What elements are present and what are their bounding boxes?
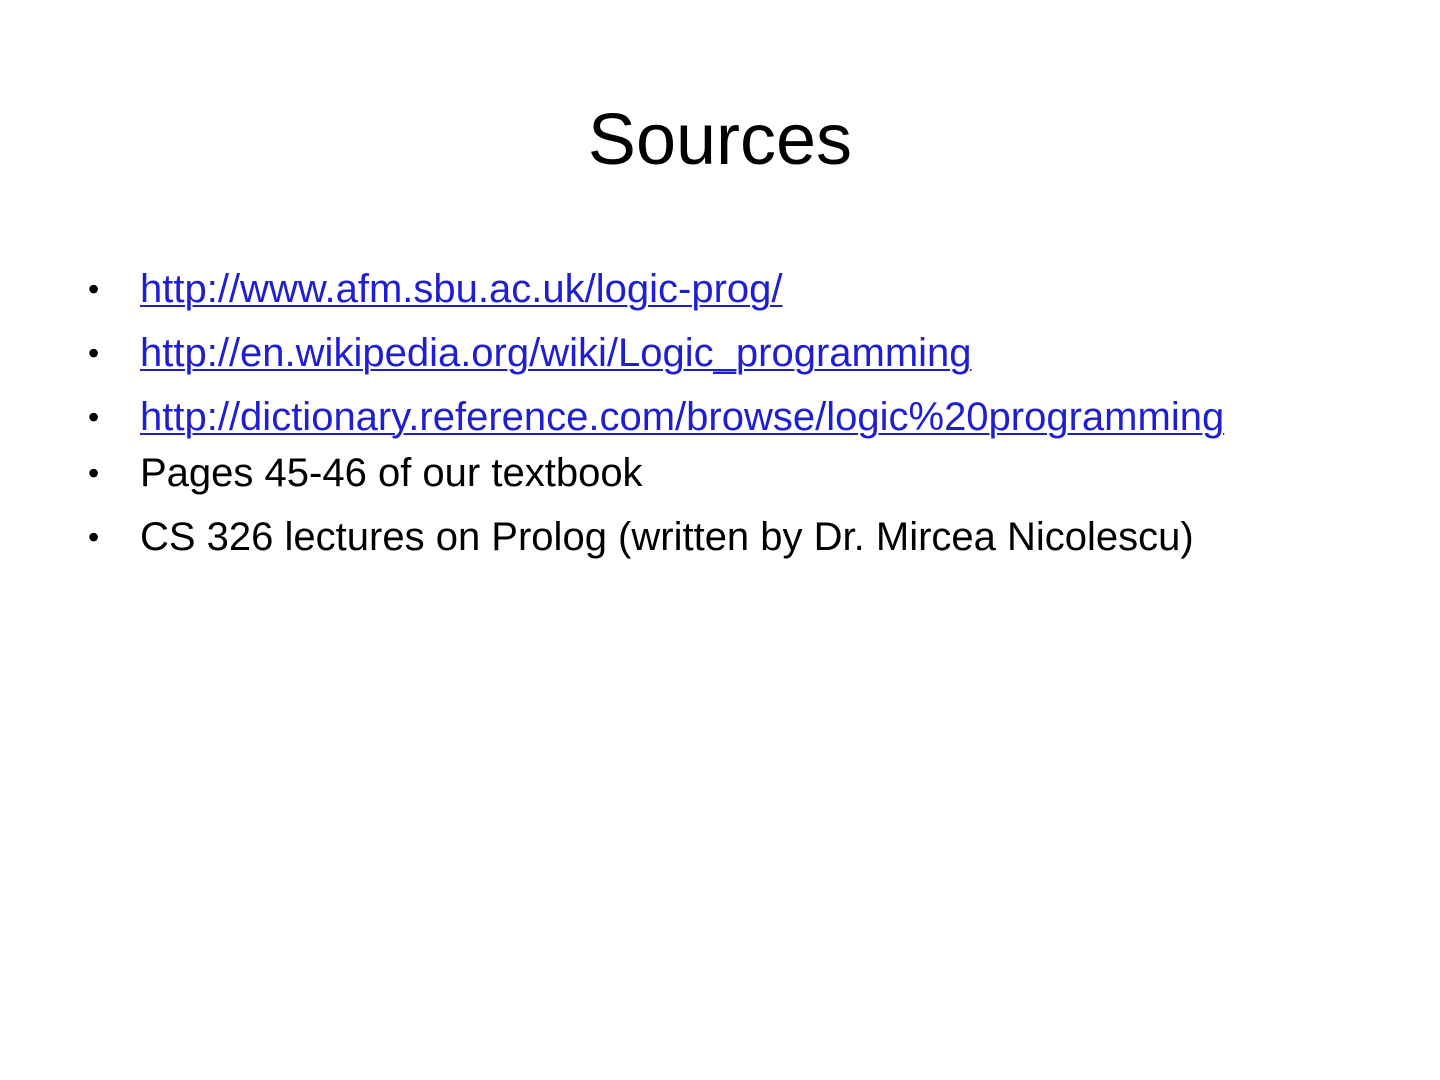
source-link-wikipedia[interactable]: http://en.wikipedia.org/wiki/Logic_programming bbox=[140, 331, 972, 375]
sources-list bbox=[84, 265, 1374, 577]
bullet-icon: • bbox=[88, 519, 100, 555]
bullet-icon: • bbox=[88, 399, 100, 435]
slide-title: Sources bbox=[587, 100, 853, 180]
source-link-dictionary[interactable]: http://dictionary.reference.com/browse/logic%20programming bbox=[140, 395, 1225, 439]
list-item bbox=[84, 513, 1374, 561]
source-lectures: CS 326 lectures on Prolog (written by Dr. Mircea Nicolescu) bbox=[140, 515, 1194, 559]
list-item bbox=[84, 449, 1374, 497]
list-item bbox=[84, 265, 1374, 313]
source-link-afm[interactable]: http://www.afm.sbu.ac.uk/logic-prog/ bbox=[140, 267, 783, 311]
bullet-icon: • bbox=[88, 455, 100, 491]
bullet-icon: • bbox=[88, 271, 100, 307]
list-item bbox=[84, 329, 1374, 377]
list-item bbox=[84, 393, 1374, 441]
bullet-icon: • bbox=[88, 335, 100, 371]
source-textbook: Pages 45-46 of our textbook bbox=[140, 451, 643, 495]
